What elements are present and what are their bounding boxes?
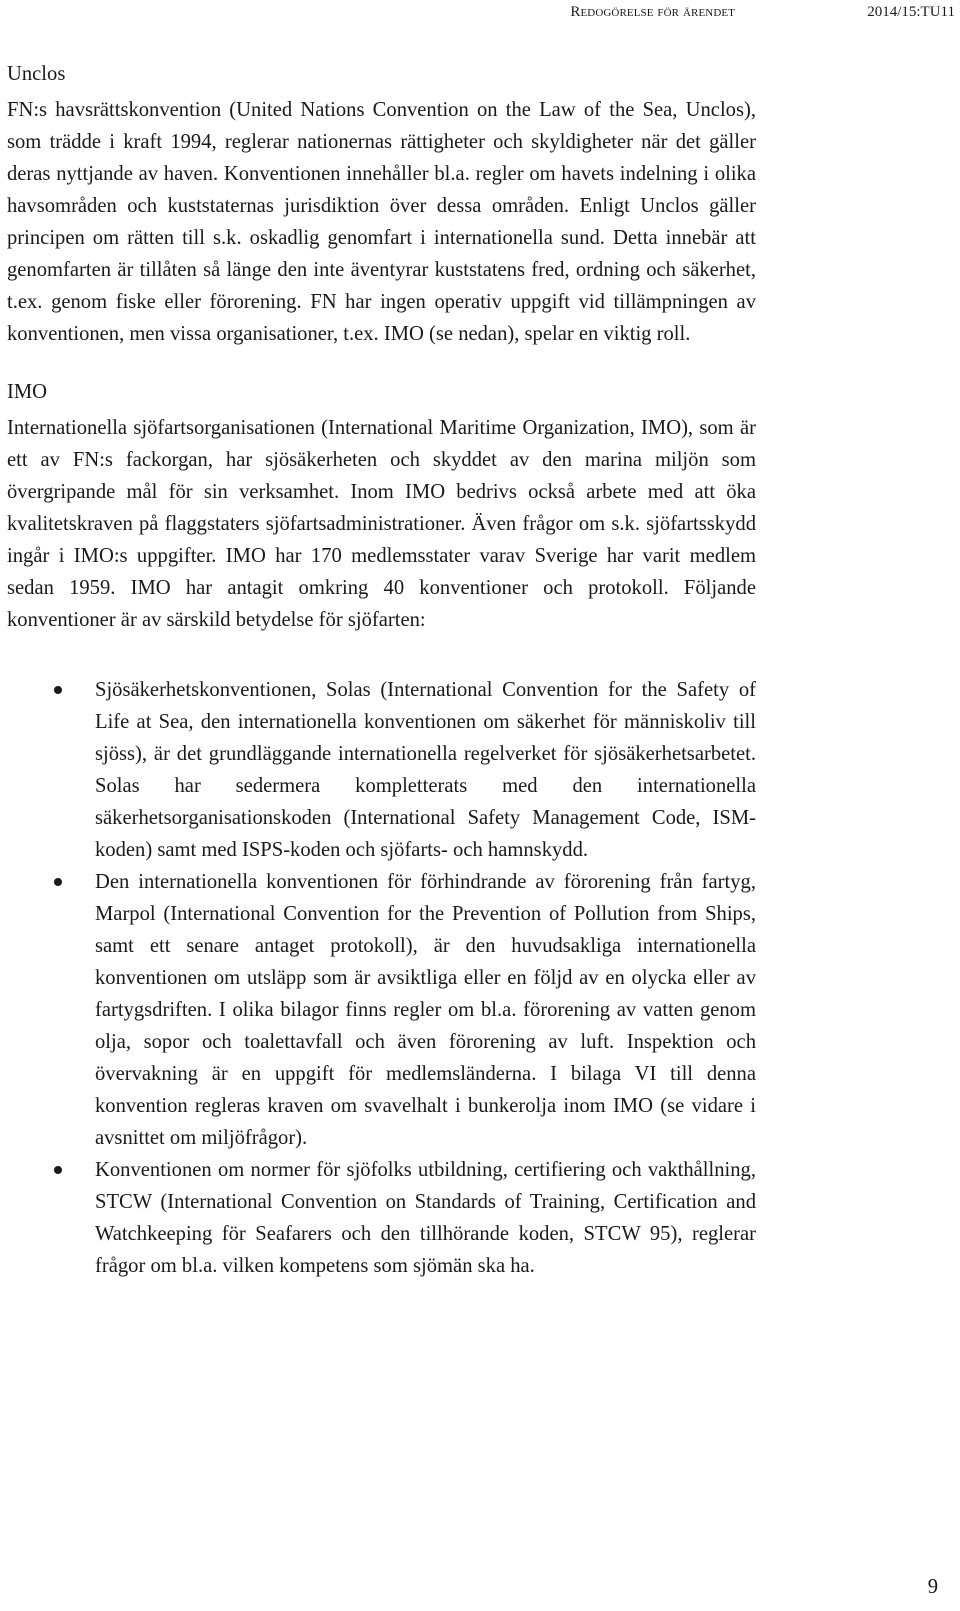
spacer xyxy=(7,636,756,674)
page-number: 9 xyxy=(927,1576,938,1598)
document-body xyxy=(7,58,756,1282)
section-unclos xyxy=(7,58,756,350)
list-item-text: Den internationella konventionen för förhindrande av förorening från fartyg, Marpol (International Convention for the Prevention of Pollution from Ships, samt ett senare antaget protokoll), är den huvudsakliga internationella konventionen om utsläpp som är avsiktliga eller en följd av en olycka eller av fartygsdriften. I olika bilagor finns regler om bl.a. förorening av vatten genom olja, sopor och toalettavfall och även förorening av luft. Inspektion och övervakning är en uppgift för medlemsländerna. I bilaga VI till denna konvention regleras kraven om svavelhalt i bunkerolja inom IMO (se vidare i avsnittet om miljöfrågor). xyxy=(95,871,756,1149)
list-item-solas xyxy=(7,674,756,866)
running-title: Redogörelse för ärendet xyxy=(570,4,735,20)
list-item-text: Konventionen om normer för sjöfolks utbildning, certifiering och vakthållning, STCW (International Convention on Standards of Training, Certification and Watchkeeping för Seafarers och den tillhörande koden, STCW 95), reglerar frågor om bl.a. vilken kompetens som sjömän ska ha. xyxy=(95,1159,756,1277)
paragraph-imo: Internationella sjöfartsorganisationen (International Maritime Organization, IMO), som är ett av FN:s fackorgan, har sjösäkerheten och skyddet av den marina miljön som övergripande mål för sin verksamhet. Inom IMO bedrivs också arbete med att öka kvalitetskraven på flaggstaters sjöfartsadministrationer. Även frågor om s.k. sjöfartsskydd ingår i IMO:s uppgifter. IMO har 170 medlemsstater varav Sverige har varit medlem sedan 1959. IMO har antagit omkring 40 konventioner och protokoll. Följande konventioner är av särskild betydelse för sjöfarten: xyxy=(7,417,756,631)
bullet-icon xyxy=(54,686,62,694)
list-item-marpol xyxy=(7,866,756,1154)
spacer xyxy=(7,350,756,376)
list-item-text: Sjösäkerhetskonventionen, Solas (International Convention for the Safety of Life at Sea, den internationella konventionen om säkerhet för människoliv till sjöss), är det grundläggande internationella regelverket för sjösäkerhetsarbetet. Solas har sedermera kompletterats med den internationella säkerhetsorganisationskoden (International Safety Management Code, ISM-koden) samt med ISPS-koden och sjöfarts- och hamnskydd. xyxy=(95,679,756,861)
section-imo xyxy=(7,376,756,1282)
paragraph-unclos: FN:s havsrättskonvention (United Nations Convention on the Law of the Sea, Unclos), som trädde i kraft 1994, reglerar nationernas rättigheter och skyldigheter när det gäller deras nyttjande av haven. Konventionen innehåller bl.a. regler om havets indelning i olika havsområden och kuststaternas jurisdiktion över dessa områden. Enligt Unclos gäller principen om rätten till s.k. oskadlig genomfart i internationella sund. Detta innebär att genomfarten är tillåten så länge den inte äventyrar kuststatens fred, ordning och säkerhet, t.ex. genom fiske eller förorening. FN har ingen operativ uppgift vid tillämpningen av konventionen, men vissa organisationer, t.ex. IMO (se nedan), spelar en viktig roll. xyxy=(7,99,756,345)
convention-list xyxy=(7,674,756,1282)
section-heading-imo: IMO xyxy=(7,381,48,403)
bullet-icon xyxy=(54,1166,62,1174)
section-heading-unclos: Unclos xyxy=(7,63,66,85)
running-header xyxy=(0,2,955,26)
bullet-icon xyxy=(54,878,62,886)
list-item-stcw xyxy=(7,1154,756,1282)
document-number: 2014/15:TU11 xyxy=(867,4,955,20)
